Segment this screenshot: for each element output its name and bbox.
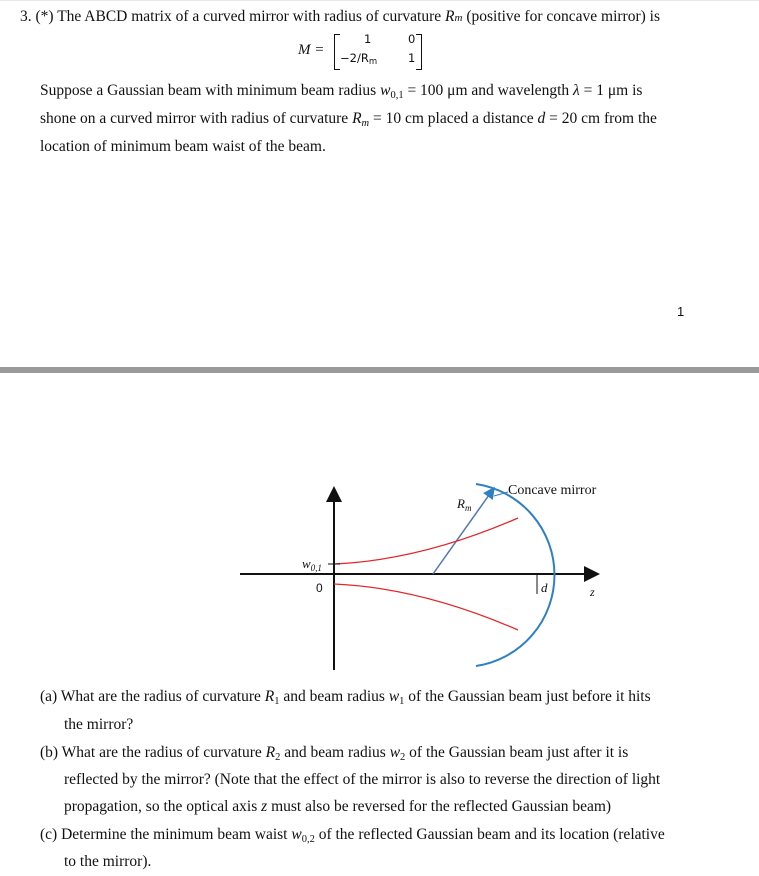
rm-symbol: R (445, 8, 455, 25)
problem-intro-end: (positive for concave mirror) is (466, 8, 660, 25)
matrix-right-bracket (416, 34, 422, 70)
matrix-a22: 1 (408, 51, 416, 65)
page-number: 1 (677, 304, 685, 319)
question-c-line-1: (c) Determine the minimum beam waist w0,2 of the reflected Gaussian beam and its location (relative (40, 826, 665, 845)
question-c-line-2: to the mirror). (64, 853, 152, 870)
matrix-a12: 0 (408, 32, 416, 46)
beam-upper (334, 518, 518, 564)
paragraph-line-3: location of minimum beam waist of the beam. (40, 138, 326, 155)
top-border (0, 0, 759, 1)
w01-label: $w_{0,1}$ (302, 556, 322, 573)
question-b-line-1: (b) What are the radius of curvature R2 and beam radius w2 of the Gaussian beam just after it is (40, 744, 629, 763)
problem-star: (*) (35, 8, 54, 25)
problem-number: 3. (20, 8, 32, 25)
matrix-a21: −2/Rm (340, 51, 378, 67)
question-b-line-3: propagation, so the optical axis z must also be reversed for the reflected Gaussian beam) (64, 798, 612, 815)
problem-statement (20, 8, 660, 26)
matrix-label: M = (298, 42, 325, 58)
rm-label: $R_m$ (457, 496, 472, 513)
z-label: z (590, 585, 595, 599)
origin-label: 0 (316, 581, 323, 595)
mirror-label: Concave mirror (508, 483, 597, 498)
rm-sub: m (454, 12, 463, 24)
d-label: d (541, 580, 548, 595)
beam-lower (334, 584, 518, 630)
paragraph-line-2: shone on a curved mirror with radius of curvature Rm = 10 cm placed a distance d = 20 cm from the (40, 110, 657, 129)
question-a-line-2: the mirror? (64, 716, 134, 733)
question-b-line-2: reflected by the mirror? (Note that the effect of the mirror is also to reverse the direction of light (64, 771, 661, 788)
problem-intro: The ABCD matrix of a curved mirror with radius of curvature (57, 8, 442, 25)
paragraph-line-1: Suppose a Gaussian beam with minimum beam radius w0,1 = 100 μm and wavelength λ = 1 μm is (40, 82, 643, 101)
question-a-line-1: (a) What are the radius of curvature R1 and beam radius w1 of the Gaussian beam just before it hits (40, 688, 651, 707)
matrix-a11: 1 (364, 32, 372, 46)
abcd-matrix (298, 32, 438, 74)
beam-figure (0, 470, 759, 680)
page-divider (0, 367, 759, 373)
